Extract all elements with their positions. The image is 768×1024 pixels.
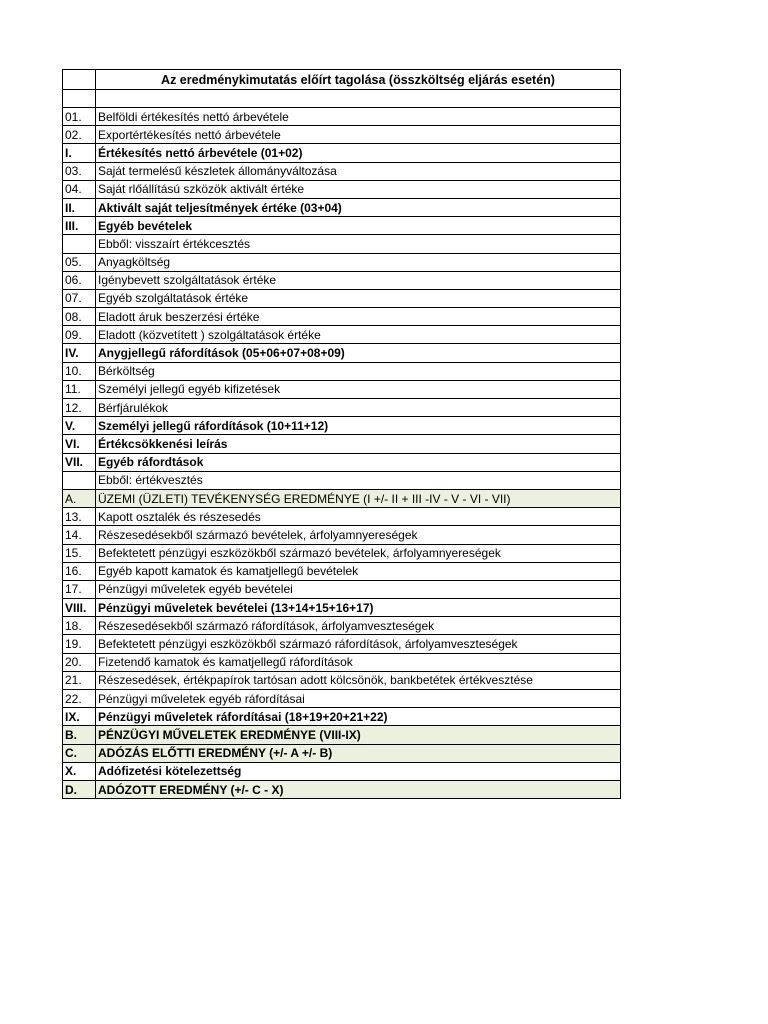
table-row [63,744,621,762]
table-body [63,70,621,799]
row-text-cell[interactable]: Ebből: értékvesztés [96,471,621,489]
row-code-cell[interactable]: 05. [63,253,96,271]
table-row [63,217,621,235]
row-code-cell[interactable]: III. [63,217,96,235]
row-text-cell[interactable]: Egyéb ráfordtások [96,453,621,471]
table-row [63,762,621,780]
table-row [63,326,621,344]
table-row [63,653,621,671]
row-text-cell[interactable]: Fizetendő kamatok és kamatjellegű ráfordítások [96,653,621,671]
row-text-cell[interactable]: Aktivált saját teljesítmények értéke (03+04) [96,198,621,216]
row-text-cell[interactable]: ADÓZOTT EREDMÉNY (+/- C - X) [96,780,621,798]
table-row [63,453,621,471]
table-row [63,235,621,253]
table-row [63,289,621,307]
table-row [63,544,621,562]
row-text-cell[interactable]: Személyi jellegű ráfordítások (10+11+12) [96,417,621,435]
table-row [63,344,621,362]
table-row [63,526,621,544]
table-row [63,580,621,598]
row-text-cell[interactable]: Igénybevett szolgáltatások értéke [96,271,621,289]
row-text-cell[interactable]: Befektetett pénzügyi eszközökből származó ráfordítások, árfolyamveszteségek [96,635,621,653]
title-row [63,70,621,90]
row-text-cell[interactable]: Részesedések, értékpapírok tartósan adott kölcsönök, bankbetétek értékvesztése [96,671,621,689]
table-row [63,380,621,398]
row-code-cell[interactable]: VII. [63,453,96,471]
row-code-cell[interactable]: 21. [63,671,96,689]
table-row [63,308,621,326]
table-row [63,599,621,617]
row-text-cell[interactable]: Ebből: visszaírt értékcesztés [96,235,621,253]
row-text-cell[interactable]: Kapott osztalék és részesedés [96,508,621,526]
row-text-cell[interactable]: Saját termelésű készletek állományváltozása [96,162,621,180]
table-row [63,635,621,653]
table-row [63,253,621,271]
row-text-cell[interactable]: Eladott áruk beszerzési értéke [96,308,621,326]
table-row [63,108,621,126]
blank-code-cell[interactable] [63,90,96,108]
row-text-cell[interactable]: ADÓZÁS ELŐTTI EREDMÉNY (+/- A +/- B) [96,744,621,762]
row-text-cell[interactable]: Befektetett pénzügyi eszközökből származó bevételek, árfolyamnyereségek [96,544,621,562]
row-code-cell[interactable]: 09. [63,326,96,344]
row-text-cell[interactable]: Értékesítés nettó árbevétele (01+02) [96,144,621,162]
row-text-cell[interactable]: Saját rlőállítású szközök aktivált értéke [96,180,621,198]
row-code-cell[interactable]: 04. [63,180,96,198]
table-row [63,417,621,435]
row-code-cell[interactable]: C. [63,744,96,762]
sheet-title[interactable]: Az eredménykimutatás előírt tagolása (összköltség eljárás esetén) [96,70,621,90]
row-text-cell[interactable]: Exportértékesítés nettó árbevétele [96,126,621,144]
table-row [63,198,621,216]
row-code-cell[interactable]: 22. [63,690,96,708]
row-code-cell[interactable]: IX. [63,708,96,726]
row-code-cell[interactable]: 07. [63,289,96,307]
row-text-cell[interactable]: Adófizetési kötelezettség [96,762,621,780]
table-row [63,435,621,453]
row-text-cell[interactable]: Eladott (közvetített ) szolgáltatások értéke [96,326,621,344]
row-code-cell[interactable]: IV. [63,344,96,362]
row-text-cell[interactable]: Pénzügyi műveletek egyéb ráfordításai [96,690,621,708]
blank-text-cell[interactable] [96,90,621,108]
row-text-cell[interactable]: Pénzügyi műveletek ráfordításai (18+19+20+21+22) [96,708,621,726]
row-text-cell[interactable]: PÉNZÜGYI MŰVELETEK EREDMÉNYE (VIII-IX) [96,726,621,744]
row-code-cell[interactable] [63,471,96,489]
row-text-cell[interactable]: Bérköltség [96,362,621,380]
row-code-cell[interactable]: VI. [63,435,96,453]
table-row [63,399,621,417]
table-row [63,162,621,180]
row-code-cell[interactable]: 15. [63,544,96,562]
row-code-cell[interactable]: B. [63,726,96,744]
row-code-cell[interactable]: 11. [63,380,96,398]
row-code-cell[interactable]: VIII. [63,599,96,617]
table-row [63,471,621,489]
table-row [63,508,621,526]
table-row [63,690,621,708]
row-text-cell[interactable]: Anyagköltség [96,253,621,271]
row-code-cell[interactable]: 14. [63,526,96,544]
table-row [63,617,621,635]
row-text-cell[interactable]: Egyéb szolgáltatások értéke [96,289,621,307]
table-row [63,144,621,162]
row-code-cell[interactable]: A. [63,489,96,507]
table-row [63,362,621,380]
table-row [63,562,621,580]
row-code-cell[interactable]: 17. [63,580,96,598]
row-code-cell[interactable]: 13. [63,508,96,526]
row-text-cell[interactable]: Egyéb bevételek [96,217,621,235]
row-code-cell[interactable]: X. [63,762,96,780]
row-text-cell[interactable]: ÜZEMI (ÜZLETI) TEVÉKENYSÉG EREDMÉNYE (I +/- II + III -IV - V - VI - VII) [96,489,621,507]
row-code-cell[interactable]: I. [63,144,96,162]
row-code-cell[interactable]: 20. [63,653,96,671]
row-text-cell[interactable]: Egyéb kapott kamatok és kamatjellegű bevételek [96,562,621,580]
row-text-cell[interactable]: Részesedésekből származó ráfordítások, árfolyamveszteségek [96,617,621,635]
table-row [63,726,621,744]
row-code-cell[interactable]: 03. [63,162,96,180]
row-code-cell[interactable] [63,235,96,253]
table-row [63,708,621,726]
row-text-cell[interactable]: Értékcsökkenési leírás [96,435,621,453]
row-text-cell[interactable]: Pénzügyi műveletek bevételei (13+14+15+16+17) [96,599,621,617]
row-code-cell[interactable]: 08. [63,308,96,326]
row-text-cell[interactable]: Személyi jellegű egyéb kifizetések [96,380,621,398]
table-row [63,271,621,289]
row-text-cell[interactable]: Belföldi értékesítés nettó árbevétele [96,108,621,126]
row-code-cell[interactable]: D. [63,780,96,798]
row-code-cell[interactable]: 02. [63,126,96,144]
row-code-cell[interactable]: 10. [63,362,96,380]
row-text-cell[interactable]: Pénzügyi műveletek egyéb bevételei [96,580,621,598]
row-text-cell[interactable]: Részesedésekből származó bevételek, árfolyamnyereségek [96,526,621,544]
row-code-cell[interactable]: 01. [63,108,96,126]
row-code-cell[interactable]: 06. [63,271,96,289]
blank-row [63,90,621,108]
row-code-cell[interactable]: 12. [63,399,96,417]
row-code-cell[interactable]: 19. [63,635,96,653]
row-code-cell[interactable]: V. [63,417,96,435]
row-code-cell[interactable]: 18. [63,617,96,635]
table-row [63,489,621,507]
row-text-cell[interactable]: Anygjellegű ráfordítások (05+06+07+08+09) [96,344,621,362]
title-code-cell[interactable] [63,70,96,90]
row-code-cell[interactable]: 16. [63,562,96,580]
income-statement-table [62,69,621,799]
table-row [63,126,621,144]
table-row [63,671,621,689]
row-code-cell[interactable]: II. [63,198,96,216]
table-row [63,780,621,798]
table-row [63,180,621,198]
row-text-cell[interactable]: Bérfjárulékok [96,399,621,417]
